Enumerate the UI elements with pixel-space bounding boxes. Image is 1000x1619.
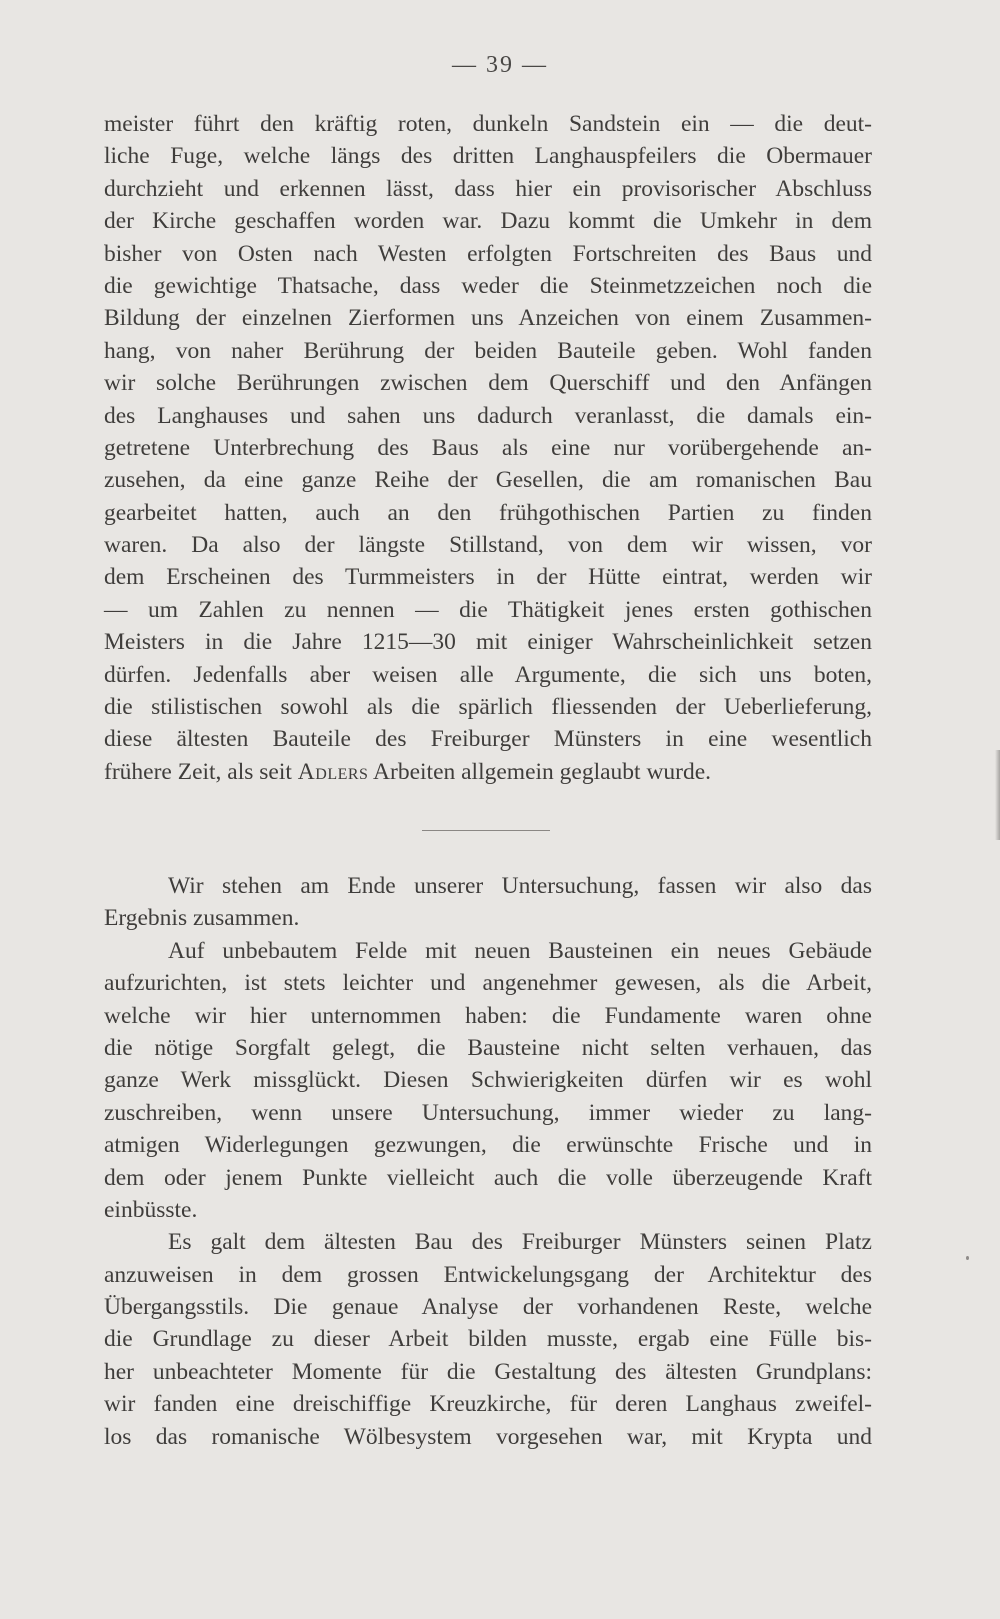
text-line: dürfen. Jedenfalls aber weisen alle Argumente, die sich uns boten, [104,661,872,688]
section-divider [422,830,550,831]
text-line: gearbeitet hatten, auch an den frühgothischen Partien zu finden [104,499,872,526]
text-line: wir fanden eine dreischiffige Kreuzkirche, für deren Langhaus zweifel- [104,1391,872,1418]
text-line: wir solche Berührungen zwischen dem Querschiff und den Anfängen [104,370,872,397]
text-line: her unbeachteter Momente für die Gestaltung des ältesten Grundplans: [104,1358,872,1385]
text-line: Übergangsstils. Die genaue Analyse der vorhandenen Reste, welche [104,1294,872,1321]
text-line: zusehen, da eine ganze Reihe der Gesellen, die am romanischen Bau [104,467,872,494]
text-line: einbüsste. [104,1196,198,1223]
text-line: bisher von Osten nach Westen erfolgten Fortschreiten des Baus und [104,240,872,267]
paper-speck [966,1256,969,1260]
text-line: waren. Da also der längste Stillstand, von dem wir wissen, vor [104,532,872,559]
text-line: diese ältesten Bauteile des Freiburger Münsters in eine wesentlich [104,726,872,753]
text-line: welche wir hier unternommen haben: die Fundamente waren ohne [104,1002,872,1029]
text-line: Ergebnis zusammen. [104,905,300,932]
text-line: meister führt den kräftig roten, dunkeln Sandstein ein — die deut- [104,111,872,137]
text-line: Auf unbebautem Felde mit neuen Bausteinen ein neues Gebäude [168,937,872,964]
text-fragment: frühere Zeit, als seit [104,758,298,785]
text-line: liche Fuge, welche längs des dritten Langhauspfeilers die Obermauer [104,143,872,170]
text-line: — um Zahlen zu nennen — die Thätigkeit jenes ersten gothischen [104,596,872,623]
text-line: anzuweisen in dem grossen Entwickelungsgang der Architektur des [104,1261,872,1288]
text-line: zuschreiben, wenn unsere Untersuchung, immer wieder zu lang- [104,1099,872,1126]
text-line: ganze Werk missglückt. Diesen Schwierigkeiten dürfen wir es wohl [104,1067,872,1094]
text-line: des Langhauses und sahen uns dadurch veranlasst, die damals ein- [104,402,872,429]
text-line: Es galt dem ältesten Bau des Freiburger Münsters seinen Platz [168,1229,872,1256]
paragraph-conclusion-previous-section [104,108,872,788]
text-line: dem Erscheinen des Turmmeisters in der Hütte eintrat, werden wir [104,564,872,591]
text-line: die Grundlage zu dieser Arbeit bilden musste, ergab eine Fülle bis- [104,1326,872,1353]
text-line: atmigen Widerlegungen gezwungen, die erwünschte Frische und in [104,1132,872,1159]
page-number: — 39 — [452,52,548,78]
author-name-adlers: Adlers [297,758,369,785]
text-line: durchzieht und erkennen lässt, dass hier ein provisorischer Abschluss [104,175,872,202]
text-line: Wir stehen am Ende unserer Untersuchung, fassen wir also das [168,873,872,899]
text-line: die gewichtige Thatsache, dass weder die Steinmetzzeichen noch die [104,272,872,299]
text-line: Meisters in die Jahre 1215—30 mit einiger Wahrscheinlichkeit setzen [104,629,872,656]
text-line: die stilistischen sowohl als die spärlich fliessenden der Ueberlieferung, [104,694,872,721]
text-line: hang, von naher Berührung der beiden Bauteile geben. Wohl fanden [104,337,872,364]
text-fragment: Arbeiten allgemein geglaubt wurde. [368,758,712,785]
paragraph-summary [104,870,872,1453]
text-line: getretene Unterbrechung des Baus als eine nur vorübergehende an- [104,434,872,461]
text-line: Bildung der einzelnen Zierformen uns Anzeichen von einem Zusammen- [104,305,872,332]
text-line-final [104,756,872,788]
text-line: der Kirche geschaffen worden war. Dazu kommt die Umkehr in dem [104,208,872,235]
text-line: los das romanische Wölbesystem vorgesehen war, mit Krypta und [104,1423,872,1450]
text-line: dem oder jenem Punkte vielleicht auch die volle überzeugende Kraft [104,1164,872,1191]
page-edge-shadow [995,750,1000,840]
text-line: die nötige Sorgfalt gelegt, die Bausteine nicht selten verhauen, das [104,1034,872,1061]
text-line: aufzurichten, ist stets leichter und angenehmer gewesen, als die Arbeit, [104,970,872,997]
